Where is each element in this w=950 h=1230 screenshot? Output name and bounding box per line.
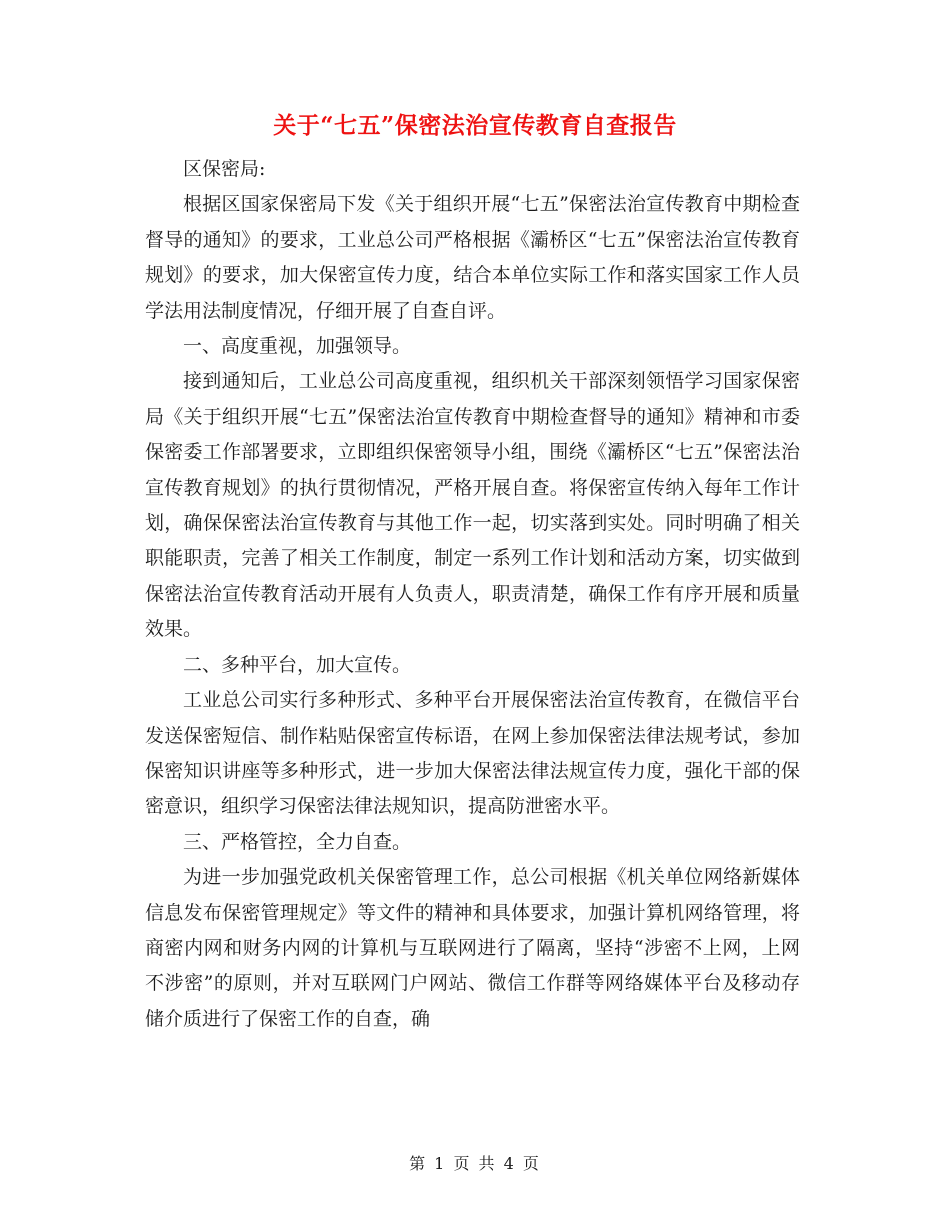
section-heading-2: 二、多种平台，加大宣传。: [183, 653, 412, 676]
section-heading-1: 一、高度重视，加强领导。: [183, 335, 412, 358]
salutation: 区保密局:: [183, 158, 266, 180]
section-paragraph-2: 工业总公司实行多种形式、多种平台开展保密法治宣传教育，在微信平台发送保密短信、制作粘贴保密宣传标语，在网上参加保密法律法规考试，参加保密知识讲座等多种形式，进一步加大保密法律法规宣传力度，强化干部的保密意识，组织学习保密法律法规知识，提高防泄密水平。: [145, 689, 800, 818]
document-body: [145, 152, 800, 1037]
section-heading-3: 三、严格管控，全力自查。: [183, 830, 412, 853]
section-paragraph-3: 为进一步加强党政机关保密管理工作，总公司根据《机关单位网络新媒体信息发布保密管理规定》等文件的精神和具体要求，加强计算机网络管理，将商密内网和财务内网的计算机与互联网进行了隔离，坚持“涉密不上网，上网不涉密”的原则，并对互联网门户网站、微信工作群等网络媒体平台及移动存储介质进行了保密工作的自查，确: [145, 866, 800, 1030]
intro-paragraph: 根据区国家保密局下发《关于组织开展“七五”保密法治宣传教育中期检查督导的通知》的要求，工业总公司严格根据《灞桥区“七五”保密法治宣传教育规划》的要求，加大保密宣传力度，结合本单位实际工作和落实国家工作人员学法用法制度情况，仔细开展了自查自评。: [145, 193, 800, 322]
section-paragraph-1: 接到通知后，工业总公司高度重视，组织机关干部深刻领悟学习国家保密局《关于组织开展“七五”保密法治宣传教育中期检查督导的通知》精神和市委保密委工作部署要求，立即组织保密领导小组，围绕《灞桥区“七五”保密法治宣传教育规划》的执行贯彻情况，严格开展自查。将保密宣传纳入每年工作计划，确保保密法治宣传教育与其他工作一起，切实落到实处。同时明确了相关职能职责，完善了相关工作制度，制定一系列工作计划和活动方案，切实做到保密法治宣传教育活动开展有人负责人，职责清楚，确保工作有序开展和质量效果。: [145, 370, 800, 641]
document-title: 关于“七五”保密法治宣传教育自查报告: [273, 112, 677, 139]
page-number: 第 1 页 共 4 页: [409, 1154, 541, 1173]
